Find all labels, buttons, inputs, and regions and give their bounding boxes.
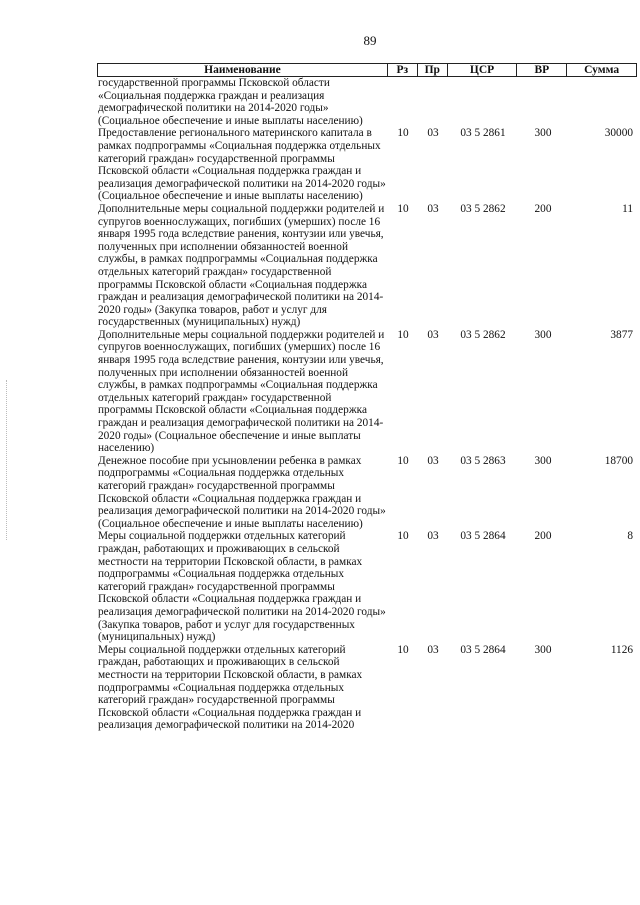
header-pr: Пр [418, 64, 448, 76]
row-name: Меры социальной поддержки отдельных категорий граждан, работающих и проживающих в сельской местности на территории Псковской области, в рамках подпрограммы «Социальная поддержка отдельных категорий граждан» государственной программы Псковской области «Социальная поддержка граждан и реализация демографической политики на 2014-2020 годы» (Закупка товаров, работ и услуг для государственных (муниципальных) нужд) [98, 530, 386, 644]
header-vr: ВР [517, 64, 567, 76]
row-vr: 200 [534, 530, 552, 543]
row-rz: 10 [397, 202, 409, 215]
row-sum: 8 [627, 530, 633, 543]
row-vr: 200 [534, 202, 552, 215]
continuation-text: государственной программы Псковской области «Социальная поддержка граждан и реализация демографической политики на 2014-2020 годы» (Социальное обеспечение и иные выплаты населению) [98, 77, 363, 127]
table-row [97, 530, 637, 643]
row-vr: 300 [534, 454, 552, 467]
header-name: Наименование [98, 64, 388, 76]
row-csr: 03 5 2864 [460, 530, 506, 543]
table-row [97, 203, 637, 329]
row-pr: 03 [427, 643, 439, 656]
row-rz: 10 [397, 127, 409, 140]
row-sum: 18700 [604, 454, 633, 467]
row-vr: 300 [534, 127, 552, 140]
table-row-continuation [97, 77, 637, 127]
row-csr: 03 5 2864 [460, 643, 506, 656]
row-name: Предоставление регионального материнского капитала в рамках подпрограммы «Социальная поддержка отдельных категорий граждан» государственной программы Псковской области «Социальная поддержка граждан и реализация демографической политики на 2014-2020 годы» (Социальное обеспечение и иные выплаты населению) [98, 127, 386, 203]
row-csr: 03 5 2861 [460, 127, 506, 140]
row-pr: 03 [427, 328, 439, 341]
row-name: Дополнительные меры социальной поддержки родителей и супругов военнослужащих, погибших (умерших) после 16 января 1995 года вследствие ранения, контузии или увечья, полученных при исполнении обязанностей военной службы, в рамках подпрограммы «Социальная поддержка отдельных категорий граждан» государственной программы Псковской области «Социальная поддержка граждан и реализация демографической политики на 2014-2020 годы» (Закупка товаров, работ и услуг для государственных (муниципальных) нужд) [98, 202, 385, 329]
row-rz: 10 [397, 643, 409, 656]
page-number: 89 [363, 33, 377, 48]
row-name: Меры социальной поддержки отдельных категорий граждан, работающих и проживающих в сельской местности на территории Псковской области, в рамках подпрограммы «Социальная поддержка отдельных категорий граждан» государственной программы Псковской области «Социальная поддержка граждан и реализация демографической политики на 2014-2020 [98, 643, 363, 732]
table-row [97, 329, 637, 455]
table-row [97, 644, 637, 732]
header-rz: Рз [388, 64, 418, 76]
row-sum: 11 [622, 202, 633, 215]
row-pr: 03 [427, 127, 439, 140]
table-body [97, 77, 637, 732]
row-sum: 30000 [604, 127, 633, 140]
table-header [97, 63, 637, 77]
table-row [97, 455, 637, 531]
row-name: Денежное пособие при усыновлении ребенка в рамках подпрограммы «Социальная поддержка отдельных категорий граждан» государственной программы Псковской области «Социальная поддержка граждан и реализация демографической политики на 2014-2020 годы» (Социальное обеспечение и иные выплаты населению) [98, 454, 386, 530]
row-csr: 03 5 2863 [460, 454, 506, 467]
table-row [97, 127, 637, 203]
row-rz: 10 [397, 454, 409, 467]
row-sum: 3877 [610, 328, 633, 341]
row-vr: 300 [534, 643, 552, 656]
row-pr: 03 [427, 530, 439, 543]
row-csr: 03 5 2862 [460, 202, 506, 215]
scan-margin-line [6, 380, 8, 540]
row-vr: 300 [534, 328, 552, 341]
row-rz: 10 [397, 328, 409, 341]
row-rz: 10 [397, 530, 409, 543]
row-sum: 1126 [610, 643, 633, 656]
row-name: Дополнительные меры социальной поддержки родителей и супругов военнослужащих, погибших (умерших) после 16 января 1995 года вследствие ранения, контузии или увечья, полученных при исполнении обязанностей военной службы, в рамках подпрограммы «Социальная поддержка отдельных категорий граждан» государственной программы Псковской области «Социальная поддержка граждан и реализация демографической политики на 2014-2020 годы» (Социальное обеспечение и иные выплаты населению) [98, 328, 385, 455]
row-csr: 03 5 2862 [460, 328, 506, 341]
header-sum: Сумма [584, 64, 620, 76]
row-pr: 03 [427, 454, 439, 467]
row-pr: 03 [427, 202, 439, 215]
header-csr: ЦСР [448, 64, 518, 76]
